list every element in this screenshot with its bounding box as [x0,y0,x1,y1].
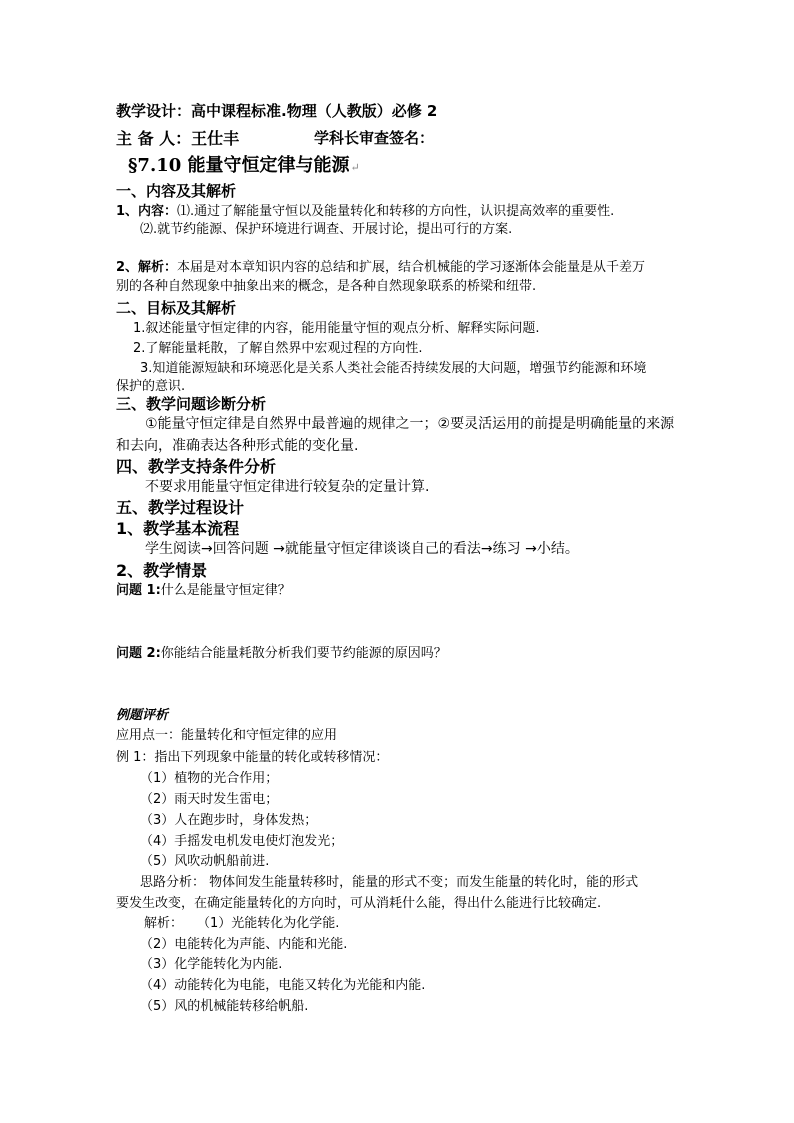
question1-label: 问题 1: [116,583,161,598]
scene-heading: 2、教学情景 [116,561,208,580]
analysis-line1-text: 本届是对本章知识内容的总结和扩展，结合机械能的学习逐渐体会能量是从千差万 [177,260,646,275]
analysis-line2: 别的各种自然现象中抽象出来的概念，是各种自然现象联系的桥梁和纽带. [116,279,537,294]
section3-line1: ①能量守恒定律是自然界中最普遍的规律之一；②要灵活运用的前提是明确能量的来源 [145,416,675,432]
example-item: （2）雨天时发生雷电； [140,792,279,807]
example-heading: 例题评析 [116,708,169,723]
solution-label: 解析： [144,916,184,931]
content-label: 1、内容： [116,204,178,219]
analysis-line1 [116,261,645,274]
question1-text: 什么是能量守恒定律？ [160,583,291,598]
thinking-line1: 思路分析： 物体间发生能量转移时，能量的形式不变；而发生能量的转化时，能的形式 [140,875,639,890]
question1 [116,584,291,597]
section2-heading: 二、目标及其解析 [116,299,237,317]
paragraph-mark: ↵ [350,161,360,174]
example-item: （3）人在跑步时，身体发热； [140,813,318,828]
section3-heading: 三、教学问题诊断分析 [116,395,267,413]
analysis-label: 2、解析： [116,260,178,275]
section3-line2: 和去向，准确表达各种形式能的变化量. [116,438,359,454]
section4-line1: 不要求用能量守恒定律进行较复杂的定量计算. [145,479,430,495]
solution-item: （5）风的机械能转移给帆船. [140,999,309,1014]
content-line1-text: ⑴.通过了解能量守恒以及能量转化和转移的方向性，认识提高效率的重要性. [177,204,615,219]
content-line1 [116,205,614,218]
solution-item: （2）电能转化为声能、内能和光能. [140,937,348,952]
goal2: 2.了解能量耗散，了解自然界中宏观过程的方向性. [133,341,423,356]
example-item: （5）风吹动帆船前进. [140,854,270,869]
question2 [116,647,447,660]
example-item: （4）手摇发电机发电使灯泡发光； [140,834,344,849]
goal3-line2: 保护的意识. [116,379,186,394]
section5-heading: 五、教学过程设计 [116,498,245,517]
flow-line: 学生阅读→回答问题 →就能量守恒定律谈谈自己的看法→练习 →小结。 [145,541,579,557]
solution-item: （4）动能转化为电能，电能又转化为光能和内能. [140,978,426,993]
example1-prompt: 例 1：指出下列现象中能量的转化或转移情况： [116,750,389,765]
solution-item: （1）光能转化为化学能. [197,916,340,931]
goal1: 1.叙述能量守恒定律的内容，能用能量守恒的观点分析、解释实际问题. [133,321,540,336]
flow-heading: 1、教学基本流程 [116,519,240,538]
section4-heading: 四、教学支持条件分析 [116,457,277,476]
application-point1: 应用点一：能量转化和守恒定律的应用 [116,728,338,743]
question2-label: 问题 2: [116,646,161,661]
lesson-title [128,157,360,175]
preparer-label: 主 备 人：王仕丰 [116,129,240,148]
content-line2: ⑵.就节约能源、保护环境进行调查、开展讨论，提出可行的方案. [140,222,513,237]
example-item: （1）植物的光合作用； [140,771,279,786]
solution-item: （3）化学能转化为内能. [140,957,283,972]
solution-line1 [144,917,339,930]
lesson-title-text: §7.10 能量守恒定律与能源 [128,155,350,176]
section1-heading: 一、内容及其解析 [116,182,237,200]
signature-label: 学科长审查签名： [314,129,435,147]
thinking-line2: 要发生改变，在确定能量转化的方向时，可从消耗什么能，得出什么能进行比较确定. [116,896,602,911]
design-title: 教学设计：高中课程标准.物理（人教版）必修 2 [116,102,438,120]
question2-text: 你能结合能量耗散分析我们要节约能源的原因吗？ [160,646,447,661]
goal3-line1: 3.知道能源短缺和环境恶化是关系人类社会能否持续发展的大问题，增强节约能源和环境 [140,361,647,376]
